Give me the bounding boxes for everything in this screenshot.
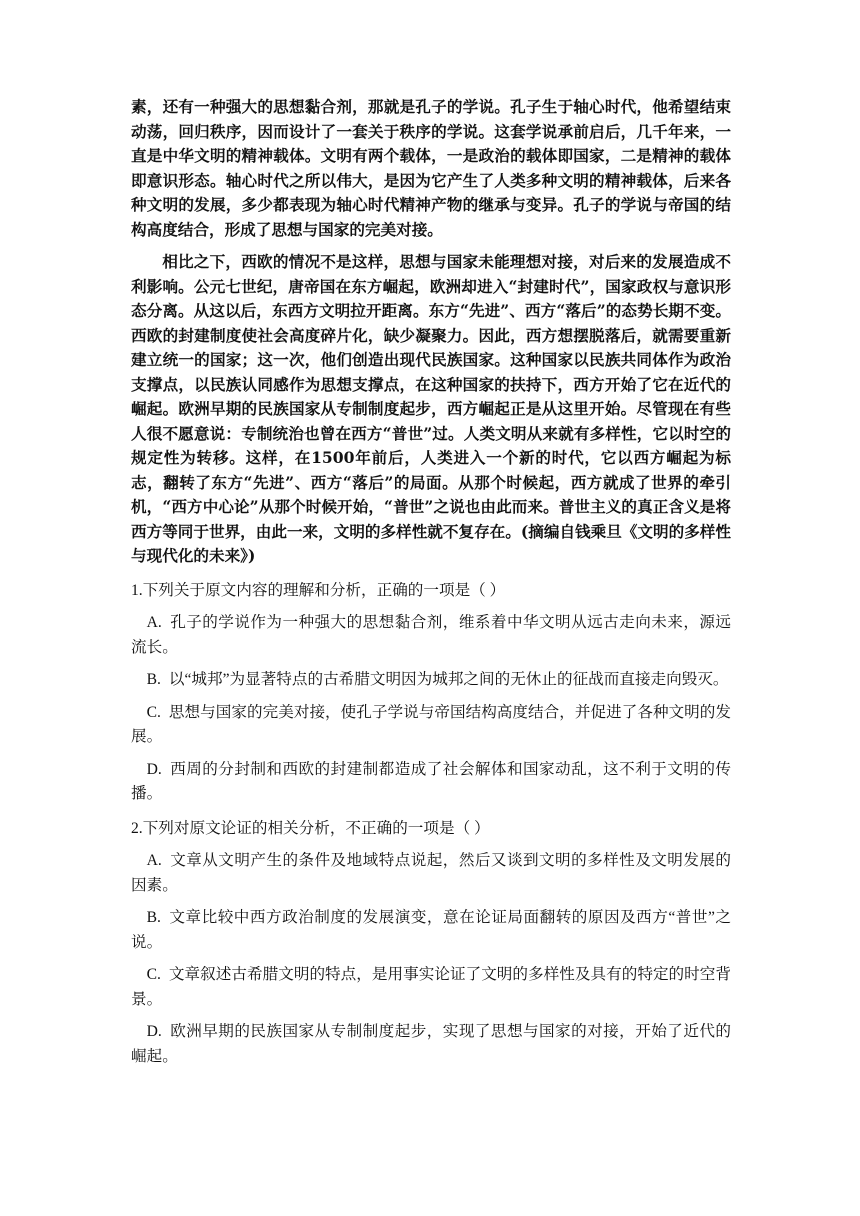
question-1 xyxy=(131,579,731,807)
question-2 xyxy=(131,817,731,1070)
option-text: 欧洲早期的民族国家从专制制度起步，实现了思想与国家的对接，开始了近代的崛起。 xyxy=(131,1023,731,1065)
question-2-option-a xyxy=(131,849,731,898)
question-2-option-d xyxy=(131,1020,731,1069)
option-letter: B. xyxy=(146,909,161,926)
option-text: 文章比较中西方政治制度的发展演变，意在论证局面翻转的原因及西方“普世”之说。 xyxy=(131,909,731,951)
option-letter: A. xyxy=(146,852,162,869)
question-1-stem: 1.下列关于原文内容的理解和分析，正确的一项是（ ） xyxy=(131,581,506,599)
question-2-option-c xyxy=(131,963,731,1012)
option-text: 以“城邦”为显著特点的古希腊文明因为城邦之间的无休止的征战而直接走向毁灭。 xyxy=(168,671,729,688)
option-text: 孔子的学说作为一种强大的思想黏合剂，维系着中华文明从远古走向未来，源远流长。 xyxy=(131,614,731,656)
question-1-option-b xyxy=(131,668,731,693)
question-1-option-a xyxy=(131,611,731,660)
question-1-option-c xyxy=(131,701,731,750)
option-letter: D. xyxy=(146,1023,162,1040)
option-letter: C. xyxy=(146,703,161,721)
option-text: 文章从文明产生的条件及地域特点说起，然后又谈到文明的多样性及文明发展的因素。 xyxy=(131,852,731,894)
option-letter: B. xyxy=(146,671,161,688)
option-text: 思想与国家的完美对接，使孔子学说与帝国结构高度结合，并促进了各种文明的发展。 xyxy=(131,703,731,745)
option-text: 文章叙述古希腊文明的特点，是用事实论证了文明的多样性及具有的特定的时空背景。 xyxy=(131,966,731,1008)
option-letter: D. xyxy=(146,760,162,778)
option-text: 西周的分封制和西欧的封建制都造成了社会解体和国家动乱，这不利于文明的传播。 xyxy=(131,760,731,802)
question-1-option-d xyxy=(131,758,731,807)
question-2-option-b xyxy=(131,906,731,955)
option-letter: A. xyxy=(146,614,162,631)
question-2-stem: 2.下列对原文论证的相关分析，不正确的一项是（ ） xyxy=(131,819,490,837)
document-page xyxy=(131,95,731,1077)
option-letter: C. xyxy=(146,966,161,983)
passage-paragraph-2: 相比之下，西欧的情况不是这样，思想与国家未能理想对接，对后来的发展造成不利影响。公元七世纪，唐帝国在东方崛起，欧洲却进入“封建时代”，国家政权与意识形态分离。从这以后，东西方文明拉开距离。东方“先进”、西方“落后”的态势长期不变。西欧的封建制度使社会高度碎片化，缺少凝聚力。因此，西方想摆脱落后，就需要重新建立统一的国家；这一次，他们创造出现代民族国家。这种国家以民族共同体作为政治支撑点，以民族认同感作为思想支撑点，在这种国家的扶持下，西方开始了它在近代的崛起。欧洲早期的民族国家从专制制度起步，西方崛起正是从这里开始。尽管现在有些人很不愿意说：专制统治也曾在西方“普世”过。人类文明从来就有多样性，它以时空的规定性为转移。这样，在1500年前后，人类进入一个新的时代，它以西方崛起为标志，翻转了东方“先进”、西方“落后”的局面。从那个时候起，西方就成了世界的牵引机，“西方中心论”从那个时候开始，“普世”之说也由此而来。普世主义的真正含义是将西方等同于世界，由此一来，文明的多样性就不复存在。(摘编自钱乘旦《文明的多样性与现代化的未来》) xyxy=(131,252,731,565)
passage-paragraph-1: 素，还有一种强大的思想黏合剂，那就是孔子的学说。孔子生于轴心时代，他希望结束动荡，回归秩序，因而设计了一套关于秩序的学说。这套学说承前启后，几千年来，一直是中华文明的精神载体。文明有两个载体，一是政治的载体即国家，二是精神的载体即意识形态。轴心时代之所以伟大，是因为它产生了人类多种文明的精神载体，后来各种文明的发展，多少都表现为轴心时代精神产物的继承与变异。孔子的学说与帝国的结构高度结合，形成了思想与国家的完美对接。 xyxy=(131,97,731,239)
